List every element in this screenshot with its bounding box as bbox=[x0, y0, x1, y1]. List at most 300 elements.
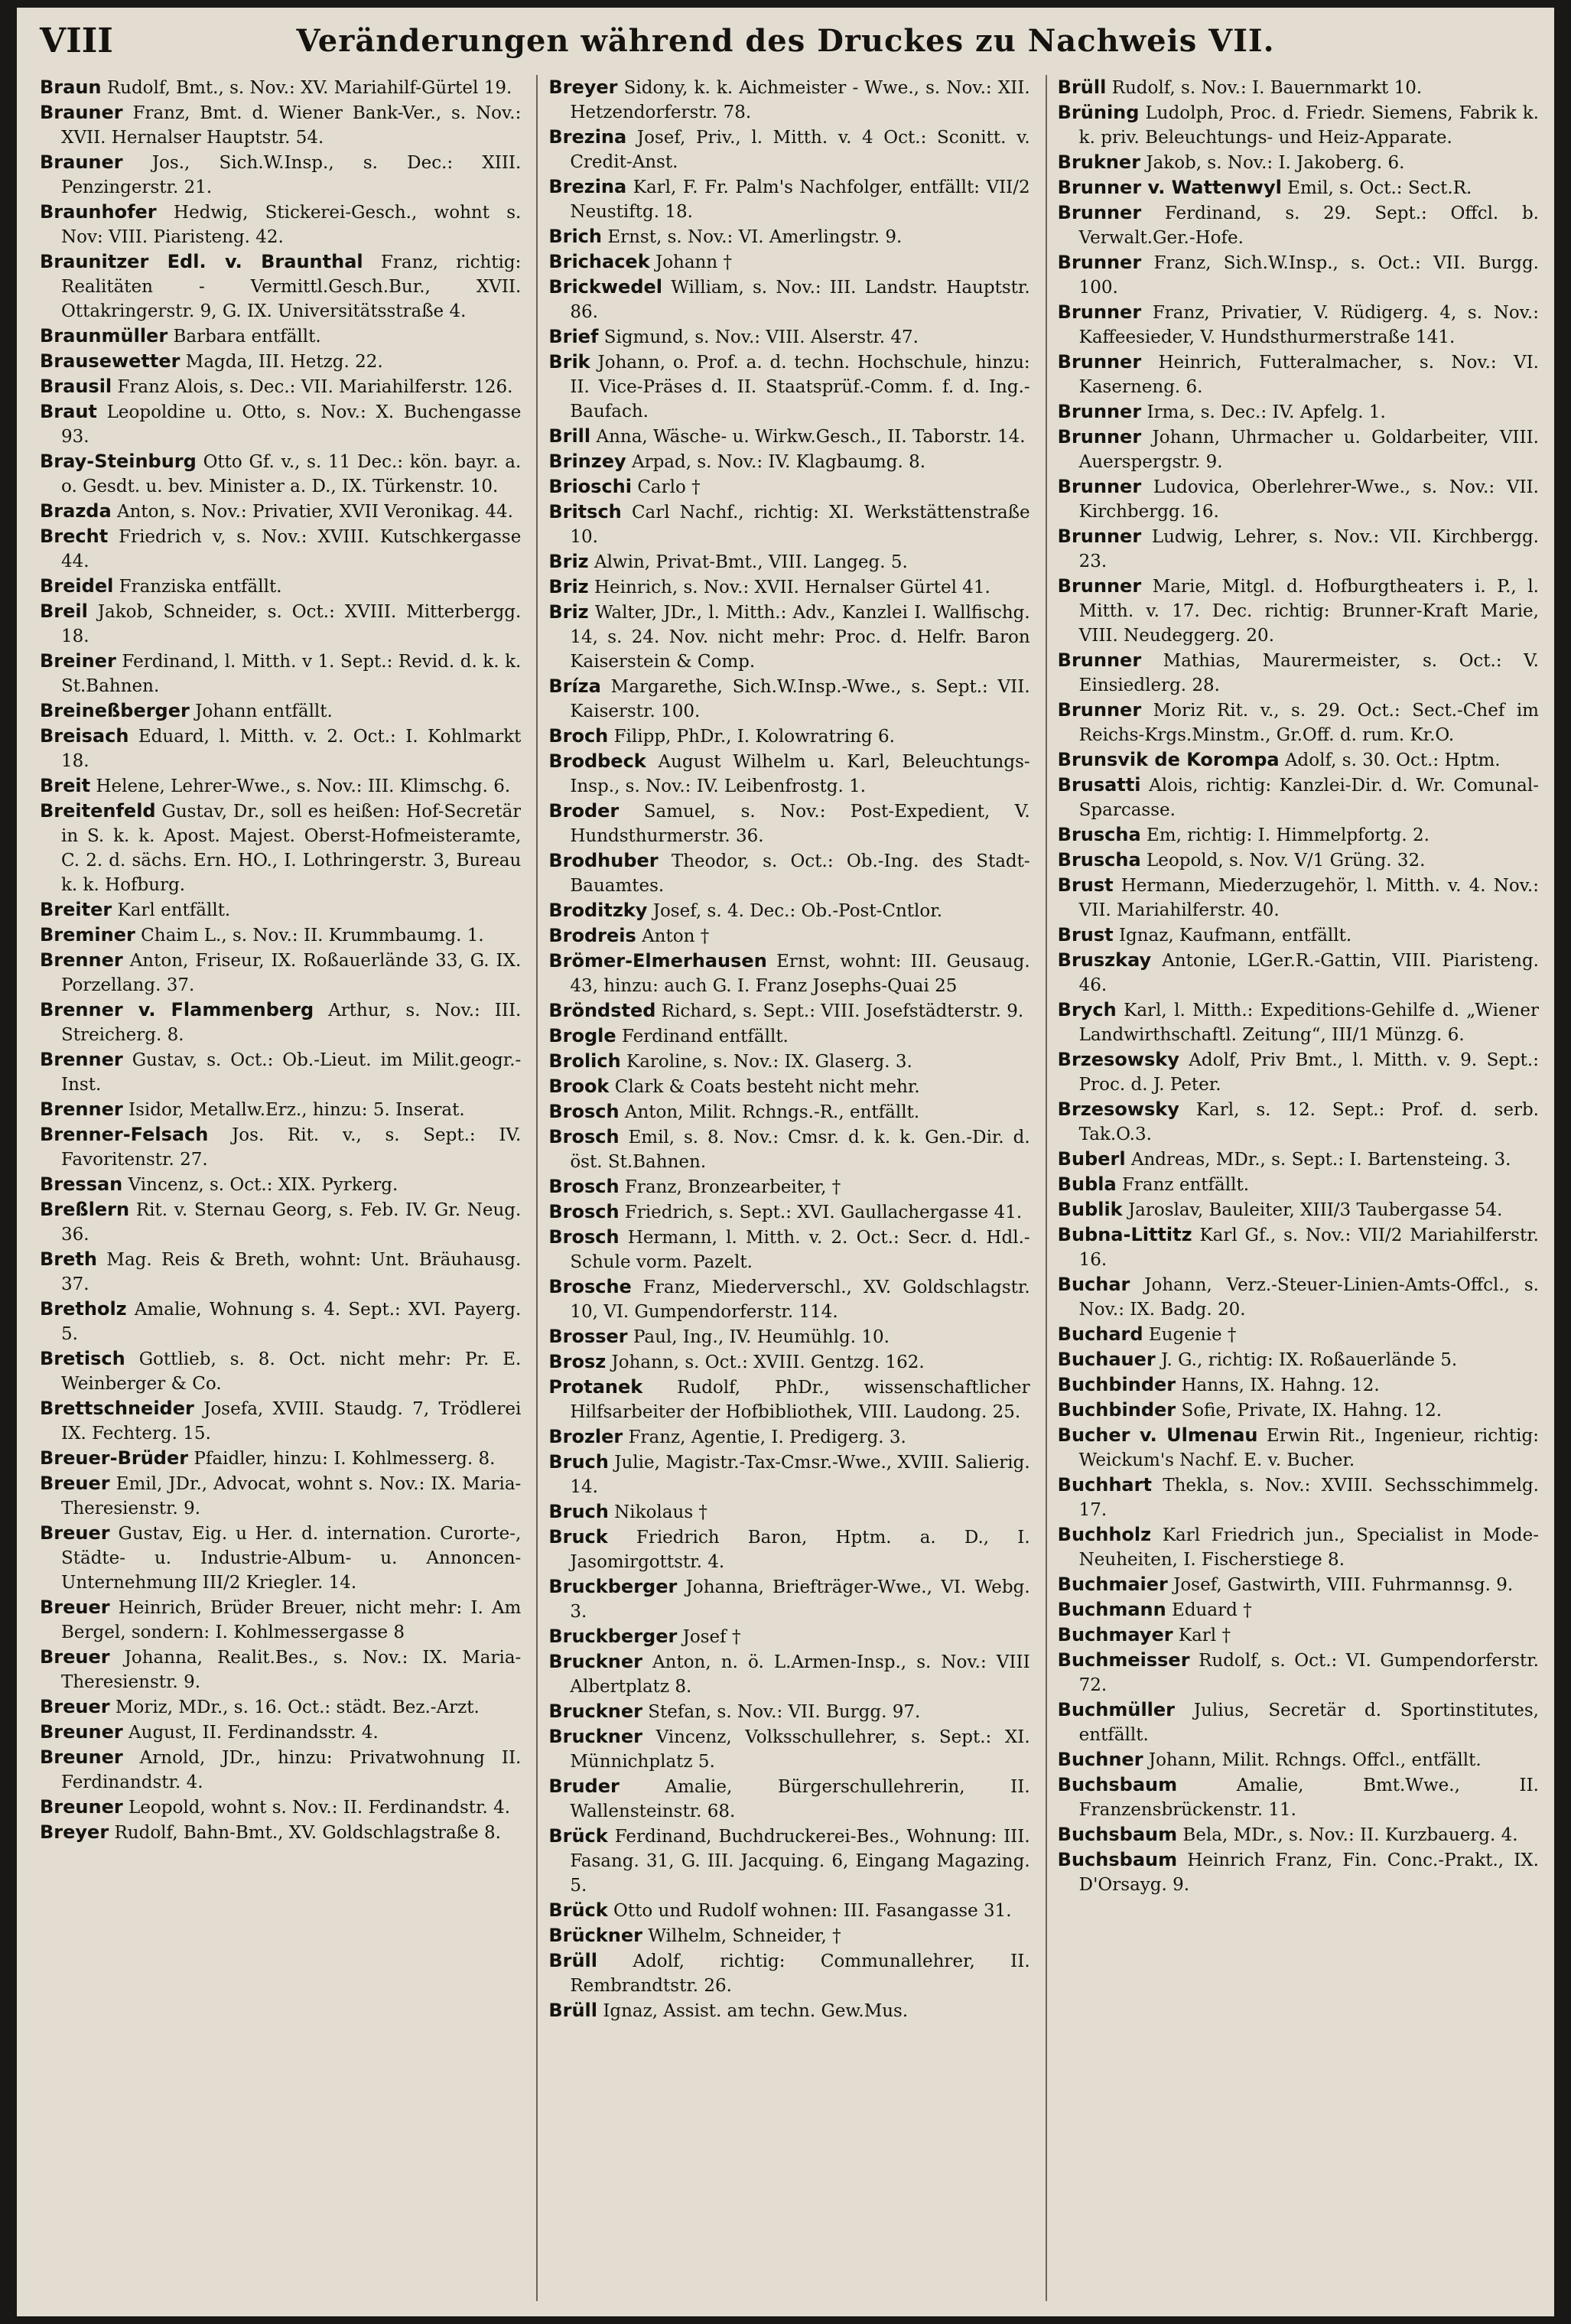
entry-name: Brioschi bbox=[548, 476, 632, 497]
entry-details: Karl Friedrich jun., Specialist in Mode-Neuheiten, I. Fischerstiege 8. bbox=[1078, 1525, 1539, 1570]
directory-entry bbox=[1058, 1222, 1539, 1272]
entry-details: Magda, III. Hetzg. 22. bbox=[185, 352, 383, 372]
directory-entry bbox=[548, 1724, 1029, 1774]
directory-entry bbox=[40, 1247, 521, 1297]
entry-details: Karl, s. 12. Sept.: Prof. d. serb. Tak.O.3. bbox=[1078, 1100, 1539, 1144]
directory-entry bbox=[548, 500, 1029, 549]
entry-name: Briz bbox=[548, 551, 589, 572]
entry-details: Jos. Rit. v., s. Sept.: IV. Favoritenstr. 27. bbox=[61, 1125, 522, 1170]
entry-name: Bruckberger bbox=[548, 1576, 678, 1597]
entry-name: Brozler bbox=[548, 1426, 623, 1447]
entry-name: Brosche bbox=[548, 1276, 632, 1297]
entry-details: Heinrich, s. Nov.: XVII. Hernalser Gürtel 41. bbox=[594, 578, 990, 597]
entry-details: Hermann, Miederzugehör, l. Mitth. v. 4. Nov.: VII. Mariahilferstr. 40. bbox=[1078, 876, 1539, 920]
entry-details: Richard, s. Sept.: VIII. Josefstädterstr. 9. bbox=[661, 1001, 1024, 1021]
entry-details: Adolf, Priv Bmt., l. Mitth. v. 9. Sept.: Proc. d. J. Peter. bbox=[1078, 1050, 1539, 1095]
entry-details: Samuel, s. Nov.: Post-Expedient, V. Hundsthurmerstr. 36. bbox=[570, 802, 1030, 846]
directory-entry bbox=[40, 1122, 521, 1172]
entry-details: Alois, richtig: Kanzlei-Dir. d. Wr. Comunal-Sparcasse. bbox=[1078, 776, 1539, 820]
entry-name: Brunner bbox=[1057, 476, 1142, 497]
entry-details: Leopold, wohnt s. Nov.: II. Ferdinandstr. 4. bbox=[128, 1798, 511, 1818]
entry-name: Brüll bbox=[548, 2000, 597, 2021]
entry-name: Brust bbox=[1057, 924, 1114, 946]
entry-name: Brückner bbox=[548, 1925, 642, 1946]
entry-details: Hermann, l. Mitth. v. 2. Oct.: Secr. d. Hdl.-Schule vorm. Pazelt. bbox=[570, 1228, 1030, 1272]
entry-name: Brosz bbox=[548, 1351, 607, 1372]
directory-entry bbox=[548, 1375, 1029, 1424]
directory-entry bbox=[40, 574, 521, 599]
entry-details: Bela, MDr., s. Nov.: II. Kurzbauerg. 4. bbox=[1182, 1825, 1518, 1845]
entry-name: Brosch bbox=[548, 1201, 620, 1222]
entry-details: Franz, Bronzearbeiter, † bbox=[624, 1177, 841, 1197]
directory-entry bbox=[40, 1820, 521, 1845]
directory-entry bbox=[548, 848, 1029, 898]
entry-details: Jos., Sich.W.Insp., s. Dec.: XIII. Penzingerstr. 21. bbox=[61, 153, 522, 197]
entry-details: Jaroslav, Bauleiter, XIII/3 Taubergasse 54. bbox=[1127, 1200, 1503, 1220]
entry-details: Wilhelm, Schneider, † bbox=[648, 1926, 841, 1946]
entry-name: Buchauer bbox=[1057, 1349, 1156, 1370]
directory-entry bbox=[548, 923, 1029, 949]
directory-entry bbox=[1058, 250, 1539, 300]
directory-entry bbox=[1058, 773, 1539, 822]
directory-entry bbox=[1058, 75, 1539, 100]
directory-entry bbox=[40, 1745, 521, 1795]
entry-name: Breuner bbox=[40, 1746, 123, 1768]
entry-details: Gottlieb, s. 8. Oct. nicht mehr: Pr. E. Weinberger & Co. bbox=[61, 1349, 522, 1394]
entry-details: Franz, Sich.W.Insp., s. Oct.: VII. Burgg. 100. bbox=[1078, 253, 1539, 298]
entry-name: Brolich bbox=[548, 1050, 621, 1072]
entry-details: Franz Alois, s. Dec.: VII. Mariahilferstr. 126. bbox=[117, 377, 513, 397]
entry-name: Brüll bbox=[548, 1950, 597, 1971]
directory-entry bbox=[1058, 698, 1539, 747]
entry-details: Johann, s. Oct.: XVIII. Gentzg. 162. bbox=[611, 1352, 925, 1372]
entry-name: Bruch bbox=[548, 1501, 609, 1522]
directory-entry bbox=[1058, 1847, 1539, 1897]
entry-details: Rudolf, Bahn-Bmt., XV. Goldschlagstraße 8. bbox=[114, 1823, 501, 1843]
entry-details: J. G., richtig: IX. Roßauerlände 5. bbox=[1161, 1350, 1458, 1370]
entry-details: Ernst, s. Nov.: VI. Amerlingstr. 9. bbox=[607, 227, 903, 247]
entry-name: Buchard bbox=[1057, 1323, 1143, 1345]
entry-details: Alwin, Privat-Bmt., VIII. Langeg. 5. bbox=[594, 552, 908, 572]
entry-details: Rudolf, s. Oct.: VI. Gumpendorferstr. 72. bbox=[1078, 1651, 1539, 1695]
entry-name: Brief bbox=[548, 326, 599, 347]
directory-entry bbox=[40, 698, 521, 724]
entry-details: Nikolaus † bbox=[614, 1502, 707, 1522]
directory-entry bbox=[548, 1923, 1029, 1948]
entry-details: Josef, Gastwirth, VIII. Fuhrmannsg. 9. bbox=[1173, 1575, 1514, 1595]
entry-details: Emil, JDr., Advocat, wohnt s. Nov.: IX. Maria-Theresienstr. 9. bbox=[61, 1474, 522, 1518]
entry-name: Bretholz bbox=[40, 1298, 127, 1320]
entry-name: Protanek bbox=[548, 1376, 643, 1398]
entry-details: Carlo † bbox=[637, 477, 701, 497]
directory-entry bbox=[40, 724, 521, 773]
entry-name: Breit bbox=[40, 775, 91, 796]
entry-details: Adolf, s. 30. Oct.: Hptm. bbox=[1284, 750, 1501, 770]
entry-name: Breminer bbox=[40, 924, 135, 946]
entry-details: Sigmund, s. Nov.: VIII. Alserstr. 47. bbox=[603, 327, 919, 347]
entry-details: Antonie, LGer.R.-Gattin, VIII. Piaristeng. 46. bbox=[1078, 951, 1539, 995]
entry-name: Bruckberger bbox=[548, 1626, 678, 1647]
entry-details: Moriz Rit. v., s. 29. Oct.: Sect.-Chef im Reichs-Krgs.Minstm., Gr.Off. d. rum. Kr.O. bbox=[1078, 701, 1539, 745]
directory-entry bbox=[40, 524, 521, 574]
entry-name: Bröndsted bbox=[548, 1000, 656, 1021]
entry-name: Brenner-Felsach bbox=[40, 1124, 209, 1145]
entry-name: Brazda bbox=[40, 500, 112, 522]
entry-name: Brömer-Elmerhausen bbox=[548, 950, 767, 972]
directory-entry bbox=[1058, 1772, 1539, 1822]
directory-entry bbox=[548, 898, 1029, 923]
entry-details: Johanna, Realit.Bes., s. Nov.: IX. Maria-Theresienstr. 9. bbox=[61, 1648, 522, 1692]
column-right bbox=[1046, 75, 1539, 2301]
entry-details: Franz, Miederverschl., XV. Goldschlagstr. 10, VI. Gumpendorferstr. 114. bbox=[570, 1278, 1030, 1322]
directory-entry bbox=[40, 399, 521, 449]
directory-entry bbox=[548, 1274, 1029, 1324]
directory-entry bbox=[548, 574, 1029, 600]
entry-name: Bruckner bbox=[548, 1726, 642, 1747]
entry-details: Anna, Wäsche- u. Wirkw.Gesch., II. Taborstr. 14. bbox=[596, 427, 1026, 447]
entry-name: Brezina bbox=[548, 176, 627, 197]
directory-entry bbox=[1058, 1147, 1539, 1172]
entry-name: Bretisch bbox=[40, 1348, 125, 1369]
entry-details: Anton, n. ö. L.Armen-Insp., s. Nov.: VIII Albertplatz 8. bbox=[570, 1652, 1030, 1697]
directory-entry bbox=[40, 150, 521, 200]
entry-name: Brukner bbox=[1057, 151, 1141, 173]
directory-entry bbox=[40, 324, 521, 349]
entry-name: Breuer bbox=[40, 1473, 110, 1494]
entry-details: Franz, Bmt. d. Wiener Bank-Ver., s. Nov.: XVII. Hernalser Hauptstr. 54. bbox=[61, 103, 522, 148]
entry-details: Anton † bbox=[642, 926, 710, 946]
entry-name: Buchsbaum bbox=[1057, 1824, 1178, 1845]
entry-details: Friedrich v, s. Nov.: XVIII. Kutschkergasse 44. bbox=[61, 527, 522, 571]
directory-entry bbox=[40, 1446, 521, 1471]
directory-entry bbox=[548, 1624, 1029, 1649]
entry-details: Adolf, richtig: Communallehrer, II. Rembrandtstr. 26. bbox=[570, 1951, 1030, 1996]
directory-entry bbox=[1058, 200, 1539, 250]
entry-name: Buchar bbox=[1057, 1274, 1130, 1295]
entry-name: Bruckner bbox=[548, 1651, 642, 1672]
directory-entry bbox=[40, 773, 521, 799]
entry-name: Brickwedel bbox=[548, 276, 663, 298]
entry-name: Brück bbox=[548, 1825, 608, 1847]
entry-details: Ernst, wohnt: III. Geusaug. 43, hinzu: auch G. I. Franz Josephs-Quai 25 bbox=[570, 952, 1030, 996]
directory-entry bbox=[548, 1499, 1029, 1525]
directory-page bbox=[17, 8, 1554, 2316]
entry-details: Clark & Coats besteht nicht mehr. bbox=[614, 1077, 920, 1097]
entry-name: Bruscha bbox=[1057, 824, 1141, 845]
entry-details: Sofie, Private, IX. Hahng. 12. bbox=[1181, 1401, 1443, 1421]
entry-details: Isidor, Metallw.Erz., hinzu: 5. Inserat. bbox=[128, 1100, 465, 1120]
directory-entry bbox=[1058, 1197, 1539, 1222]
entry-details: Margarethe, Sich.W.Insp.-Wwe., s. Sept.: VII. Kaiserstr. 100. bbox=[570, 677, 1030, 721]
entry-details: Franz entfällt. bbox=[1121, 1175, 1250, 1195]
entry-details: Mag. Reis & Breth, wohnt: Unt. Bräuhausg. 37. bbox=[61, 1250, 522, 1294]
column-middle bbox=[536, 75, 1029, 2301]
entry-name: Buchmann bbox=[1057, 1599, 1166, 1620]
entry-details: August Wilhelm u. Karl, Beleuchtungs-Insp., s. Nov.: IV. Leibenfrostg. 1. bbox=[570, 752, 1030, 796]
directory-entry bbox=[1058, 1572, 1539, 1597]
entry-name: Breuer-Brüder bbox=[40, 1447, 189, 1469]
directory-entry bbox=[548, 799, 1029, 848]
entry-name: Buchholz bbox=[1057, 1524, 1152, 1545]
directory-entry bbox=[40, 998, 521, 1047]
directory-entry bbox=[40, 75, 521, 100]
entry-details: Amalie, Wohnung s. 4. Sept.: XVI. Payerg. 5. bbox=[61, 1300, 522, 1344]
entry-name: Brich bbox=[548, 226, 602, 247]
entry-name: Braut bbox=[40, 401, 97, 422]
entry-name: Brecht bbox=[40, 526, 109, 547]
entry-name: Bubna-Littitz bbox=[1057, 1224, 1192, 1245]
entry-details: Irma, s. Dec.: IV. Apfelg. 1. bbox=[1147, 402, 1386, 422]
entry-name: Briz bbox=[548, 601, 589, 623]
entry-details: Otto Gf. v., s. 11 Dec.: kön. bayr. a. o. Gesdt. u. bev. Minister a. D., IX. Türkenstr. 10. bbox=[61, 452, 522, 496]
entry-details: August, II. Ferdinandsstr. 4. bbox=[128, 1723, 379, 1743]
entry-name: Brunner v. Wattenwyl bbox=[1057, 177, 1282, 198]
directory-entry bbox=[1058, 1097, 1539, 1147]
entry-details: Arthur, s. Nov.: III. Streicherg. 8. bbox=[61, 1001, 522, 1045]
directory-entry bbox=[548, 1774, 1029, 1824]
entry-name: Brück bbox=[548, 1899, 608, 1921]
entry-name: Bray-Steinburg bbox=[40, 451, 197, 472]
directory-entry bbox=[40, 1521, 521, 1595]
directory-entry bbox=[40, 649, 521, 698]
directory-entry bbox=[1058, 1372, 1539, 1398]
directory-entry bbox=[40, 249, 521, 324]
directory-entry bbox=[1058, 524, 1539, 574]
entry-name: Brunsvik de Korompa bbox=[1057, 749, 1280, 770]
entry-details: Helene, Lehrer-Wwe., s. Nov.: III. Klimschg. 6. bbox=[96, 776, 511, 796]
entry-details: Ludolph, Proc. d. Friedr. Siemens, Fabrik k. k. priv. Beleuchtungs- und Heiz-Apparate. bbox=[1078, 103, 1539, 148]
entry-details: Moriz, MDr., s. 16. Oct.: städt. Bez.-Arzt. bbox=[115, 1697, 480, 1717]
directory-entry bbox=[40, 374, 521, 399]
entry-name: Buchhart bbox=[1057, 1474, 1152, 1496]
entry-name: Brook bbox=[548, 1076, 610, 1097]
directory-entry bbox=[1058, 1398, 1539, 1423]
directory-entry bbox=[1058, 1347, 1539, 1372]
entry-details: Thekla, s. Nov.: XVIII. Sechsschimmelg. 17. bbox=[1078, 1476, 1539, 1520]
entry-name: Brunner bbox=[1057, 426, 1142, 448]
entry-details: Rudolf, s. Nov.: I. Bauernmarkt 10. bbox=[1111, 78, 1423, 98]
directory-entry bbox=[548, 1948, 1029, 1998]
entry-name: Brüning bbox=[1057, 102, 1140, 123]
entry-name: Breyer bbox=[40, 1821, 109, 1843]
entry-details: Heinrich, Futteralmacher, s. Nov.: VI. Kaserneng. 6. bbox=[1078, 353, 1539, 397]
entry-columns bbox=[40, 75, 1539, 2301]
directory-entry bbox=[40, 349, 521, 374]
entry-details: Johann, o. Prof. a. d. techn. Hochschule, hinzu: II. Vice-Präses d. II. Staatsprüf.-Comm. f. d. Ing.-Baufach. bbox=[570, 353, 1030, 422]
entry-name: Brunner bbox=[1057, 699, 1142, 721]
entry-details: Ludovica, Oberlehrer-Wwe., s. Nov.: VII. Kirchbergg. 16. bbox=[1078, 477, 1539, 522]
entry-name: Bruck bbox=[548, 1526, 608, 1548]
entry-name: Bruscha bbox=[1057, 849, 1141, 871]
directory-entry bbox=[548, 1525, 1029, 1574]
entry-details: Chaim L., s. Nov.: II. Krummbaumg. 1. bbox=[141, 926, 484, 946]
entry-details: Johanna, Briefträger-Wwe., VI. Webg. 3. bbox=[570, 1577, 1030, 1622]
entry-name: Braunitzer Edl. v. Braunthal bbox=[40, 251, 363, 272]
entry-details: Hanns, IX. Hahng. 12. bbox=[1181, 1375, 1380, 1395]
entry-name: Breth bbox=[40, 1248, 97, 1270]
entry-name: Brinzey bbox=[548, 451, 626, 472]
directory-entry bbox=[548, 1125, 1029, 1174]
entry-details: Emil, s. 8. Nov.: Cmsr. d. k. k. Gen.-Dir. d. öst. St.Bahnen. bbox=[570, 1128, 1030, 1172]
entry-name: Buchsbaum bbox=[1057, 1774, 1178, 1795]
directory-entry bbox=[548, 474, 1029, 500]
entry-name: Breuer bbox=[40, 1522, 110, 1544]
entry-details: Friedrich Baron, Hptm. a. D., I. Jasomirgottstr. 4. bbox=[570, 1528, 1030, 1572]
directory-entry bbox=[40, 499, 521, 524]
directory-entry bbox=[40, 599, 521, 649]
directory-entry bbox=[40, 449, 521, 499]
entry-name: Breidel bbox=[40, 575, 114, 597]
directory-entry bbox=[548, 125, 1029, 174]
directory-entry bbox=[548, 549, 1029, 574]
entry-name: Broditzky bbox=[548, 900, 648, 921]
directory-entry bbox=[548, 1099, 1029, 1125]
directory-entry bbox=[548, 1574, 1029, 1624]
entry-details: Rudolf, PhDr., wissenschaftlicher Hilfsarbeiter der Hofbibliothek, VIII. Laudong. 25. bbox=[570, 1378, 1030, 1422]
directory-entry bbox=[1058, 1473, 1539, 1522]
entry-name: Buchmüller bbox=[1057, 1699, 1176, 1720]
entry-details: Anton, Milit. Rchngs.-R., entfällt. bbox=[624, 1102, 920, 1122]
entry-name: Bruder bbox=[548, 1776, 620, 1797]
directory-entry bbox=[548, 424, 1029, 449]
entry-name: Bressan bbox=[40, 1173, 123, 1195]
entry-details: Josefa, XVIII. Staudg. 7, Trödlerei IX. Fechterg. 15. bbox=[61, 1399, 522, 1444]
entry-name: Breyer bbox=[548, 76, 618, 98]
entry-name: Brusatti bbox=[1057, 774, 1141, 796]
directory-entry bbox=[1058, 648, 1539, 698]
entry-name: Breil bbox=[40, 601, 88, 622]
entry-details: Hedwig, Stickerei-Gesch., wohnt s. Nov: VIII. Piaristeng. 42. bbox=[61, 203, 522, 247]
entry-details: Josef, s. 4. Dec.: Ob.-Post-Cntlor. bbox=[652, 901, 943, 921]
directory-entry bbox=[1058, 923, 1539, 948]
entry-details: Em, richtig: I. Himmelpfortg. 2. bbox=[1146, 825, 1430, 845]
entry-details: Leopold, s. Nov. V/1 Grüng. 32. bbox=[1146, 851, 1426, 871]
entry-details: Walter, JDr., l. Mitth.: Adv., Kanzlei I. Wallfischg. 14, s. 24. Nov. nicht mehr: Proc. d. Helfr. Baron Kaiserstein & Comp. bbox=[570, 603, 1030, 672]
directory-entry bbox=[1058, 1623, 1539, 1648]
entry-name: Britsch bbox=[548, 501, 622, 522]
entry-name: Brunner bbox=[1057, 202, 1142, 223]
entry-name: Brenner bbox=[40, 1049, 123, 1070]
entry-name: Brunner bbox=[1057, 575, 1142, 597]
entry-name: Breuer bbox=[40, 1696, 110, 1717]
entry-name: Bubla bbox=[1057, 1173, 1117, 1195]
entry-details: Otto und Rudolf wohnen: III. Fasangasse 31. bbox=[613, 1901, 1012, 1921]
entry-name: Breuer bbox=[40, 1597, 110, 1618]
entry-details: Marie, Mitgl. d. Hofburgtheaters i. P., l. Mitth. v. 17. Dec. richtig: Brunner-Kraft Marie, VIII. Neudeggerg. 20. bbox=[1078, 577, 1539, 646]
entry-details: Eduard, l. Mitth. v. 2. Oct.: I. Kohlmarkt 18. bbox=[61, 727, 522, 771]
directory-entry bbox=[548, 949, 1029, 998]
entry-details: Ferdinand, l. Mitth. v 1. Sept.: Revid. d. k. k. St.Bahnen. bbox=[61, 652, 522, 696]
directory-entry bbox=[548, 449, 1029, 474]
directory-entry bbox=[1058, 873, 1539, 923]
entry-name: Brogle bbox=[548, 1025, 616, 1046]
entry-details: Gustav, Eig. u Her. d. internation. Curorte-, Städte- u. Industrie-Album- u. Annoncen-Unternehmung III/2 Kriegler. 14. bbox=[61, 1524, 522, 1593]
entry-name: Brezina bbox=[548, 126, 627, 148]
directory-entry bbox=[1058, 1697, 1539, 1747]
entry-details: Karl, l. Mitth.: Expeditions-Gehilfe d. „Wiener Landwirthschaftl. Zeitung“, III/1 Münzg. 6. bbox=[1078, 1001, 1539, 1045]
entry-name: Braunhofer bbox=[40, 201, 157, 223]
entry-details: Barbara entfällt. bbox=[173, 327, 321, 347]
directory-entry bbox=[40, 200, 521, 249]
directory-entry bbox=[1058, 1322, 1539, 1347]
entry-name: Bruckner bbox=[548, 1701, 642, 1722]
directory-entry bbox=[548, 1699, 1029, 1724]
directory-entry bbox=[548, 324, 1029, 350]
directory-entry bbox=[40, 1595, 521, 1645]
directory-entry bbox=[1058, 1172, 1539, 1197]
directory-entry bbox=[40, 1172, 521, 1197]
entry-details: Sidony, k. k. Aichmeister - Wwe., s. Nov.: XII. Hetzendorferstr. 78. bbox=[570, 78, 1030, 122]
entry-name: Brunner bbox=[1057, 252, 1142, 273]
entry-details: Rit. v. Sternau Georg, s. Feb. IV. Gr. Neug. 36. bbox=[61, 1200, 522, 1245]
directory-entry bbox=[1058, 848, 1539, 873]
entry-name: Brill bbox=[548, 425, 591, 447]
entry-name: Brettschneider bbox=[40, 1398, 194, 1419]
entry-name: Bublik bbox=[1057, 1199, 1123, 1220]
entry-details: Franz, richtig: Realitäten - Vermittl.Gesch.Bur., XVII. Ottakringerstr. 9, G. IX. Universitätsstraße 4. bbox=[61, 252, 522, 321]
directory-entry bbox=[40, 1720, 521, 1745]
entry-name: Buberl bbox=[1057, 1148, 1126, 1170]
directory-entry bbox=[548, 749, 1029, 799]
entry-name: Brunner bbox=[1057, 649, 1142, 671]
entry-details: Johann, Verz.-Steuer-Linien-Amts-Offcl., s. Nov.: IX. Badg. 20. bbox=[1078, 1275, 1539, 1320]
entry-name: Brust bbox=[1057, 874, 1114, 896]
entry-name: Bruch bbox=[548, 1451, 609, 1473]
entry-details: Karoline, s. Nov.: IX. Glaserg. 3. bbox=[626, 1052, 912, 1072]
entry-name: Brunner bbox=[1057, 351, 1142, 373]
entry-name: Brik bbox=[548, 351, 590, 373]
entry-details: Johann, Uhrmacher u. Goldarbeiter, VIII. Auerspergstr. 9. bbox=[1078, 428, 1539, 472]
directory-entry bbox=[548, 75, 1029, 125]
entry-details: Arnold, JDr., hinzu: Privatwohnung II. Ferdinandstr. 4. bbox=[61, 1748, 522, 1792]
directory-entry bbox=[40, 1471, 521, 1521]
directory-entry bbox=[1058, 948, 1539, 998]
entry-name: Brosch bbox=[548, 1101, 620, 1122]
entry-name: Brunner bbox=[1057, 401, 1142, 422]
entry-details: Mathias, Maurermeister, s. Oct.: V. Einsiedlerg. 28. bbox=[1078, 651, 1539, 695]
entry-details: Johann, Milit. Rchngs. Offcl., entfällt. bbox=[1148, 1750, 1482, 1770]
directory-entry bbox=[1058, 1822, 1539, 1847]
entry-details: Andreas, MDr., s. Sept.: I. Bartensteing. 3. bbox=[1130, 1150, 1511, 1170]
entry-details: Pfaidler, hinzu: I. Kohlmesserg. 8. bbox=[194, 1449, 496, 1469]
directory-entry bbox=[1058, 474, 1539, 524]
entry-name: Breuner bbox=[40, 1721, 123, 1743]
entry-name: Brosch bbox=[548, 1126, 620, 1147]
directory-entry bbox=[40, 897, 521, 923]
entry-name: Brodhuber bbox=[548, 850, 659, 871]
entry-name: Broder bbox=[548, 800, 620, 822]
entry-name: Buchbinder bbox=[1057, 1374, 1176, 1395]
entry-details: Franz, Agentie, I. Predigerg. 3. bbox=[628, 1427, 906, 1447]
entry-name: Breuner bbox=[40, 1796, 123, 1818]
directory-entry bbox=[548, 1225, 1029, 1274]
directory-entry bbox=[1058, 300, 1539, 350]
entry-name: Bucher v. Ulmenau bbox=[1057, 1424, 1258, 1446]
directory-entry bbox=[40, 1396, 521, 1446]
column-left bbox=[40, 75, 521, 2301]
page-number: VIII bbox=[40, 21, 113, 60]
directory-entry bbox=[548, 1024, 1029, 1049]
entry-details: Josef, Priv., l. Mitth. v. 4 Oct.: Sconitt. v. Credit-Anst. bbox=[570, 128, 1030, 172]
directory-entry bbox=[40, 1795, 521, 1820]
directory-entry bbox=[548, 1649, 1029, 1699]
entry-details: Heinrich Franz, Fin. Conc.-Prakt., IX. D'Orsayg. 9. bbox=[1078, 1850, 1539, 1895]
entry-details: Rudolf, Bmt., s. Nov.: XV. Mariahilf-Gürtel 19. bbox=[106, 78, 512, 98]
directory-entry bbox=[548, 1349, 1029, 1375]
entry-name: Buchmeisser bbox=[1057, 1649, 1190, 1671]
entry-name: Brüll bbox=[1057, 76, 1107, 98]
entry-details: Karl Gf., s. Nov.: VII/2 Mariahilferstr. 16. bbox=[1078, 1225, 1539, 1270]
